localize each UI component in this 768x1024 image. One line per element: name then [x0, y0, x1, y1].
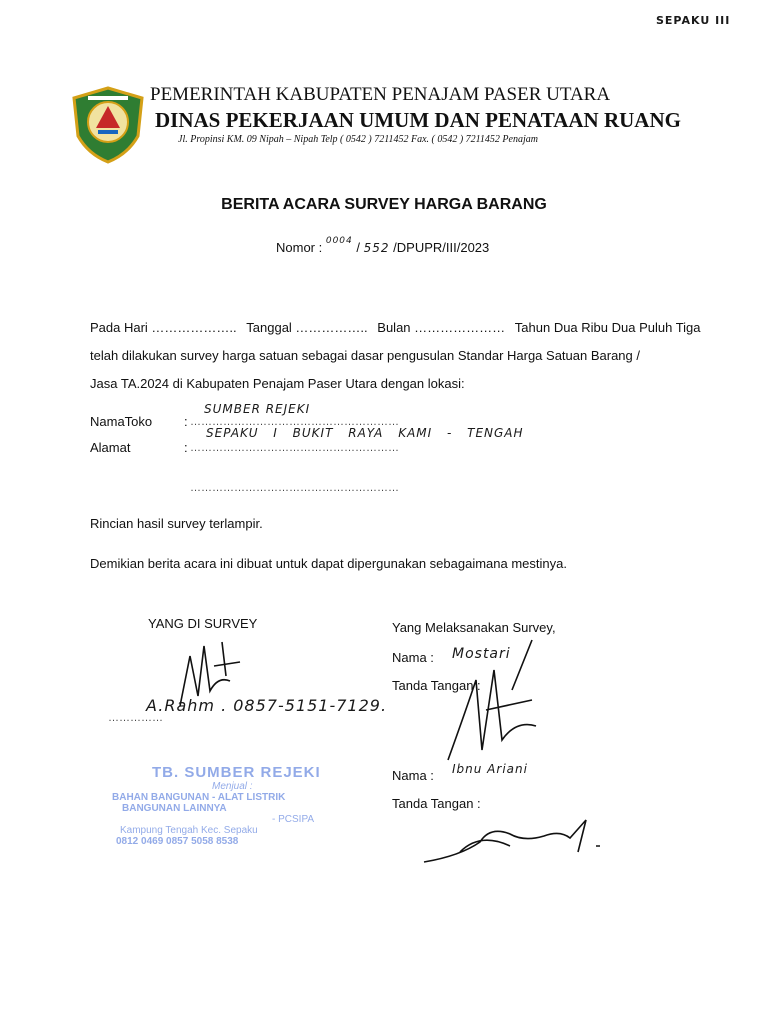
nama-toko-label: NamaToko: [90, 414, 153, 429]
surveyed-dots: ……………: [108, 712, 163, 724]
body-line-2: telah dilakukan survey harga satuan sebagai dasar pengusulan Standar Harga Satuan Barang /: [90, 348, 640, 363]
tahun: Tahun Dua Ribu Dua Puluh Tiga: [514, 320, 701, 335]
stamp-line-2: BANGUNAN LAINNYA: [122, 803, 227, 814]
stamp-phone: 0812 0469 0857 5058 8538: [116, 836, 239, 847]
nomor-prefix: Nomor :: [276, 240, 323, 255]
nomor-handwritten-number: 0004: [325, 236, 353, 246]
document-number: [276, 236, 490, 255]
surveyor-signature-2: [420, 812, 620, 872]
corner-note: SEPAKU III: [656, 14, 731, 27]
alamat-label: Alamat: [90, 440, 131, 455]
regency-logo: [68, 84, 148, 164]
stamp-line-1: BAHAN BANGUNAN - ALAT LISTRIK: [112, 792, 286, 803]
alamat-dots-2: …………………………………………………: [190, 482, 399, 494]
bulan: Bulan …………………: [377, 320, 506, 335]
nama-2-value: Ibnu Ariani: [452, 762, 528, 776]
stamp-address: Kampung Tengah Kec. Sepaku: [120, 825, 258, 836]
pada-hari: Pada Hari ………………..: [90, 320, 237, 335]
nomor-separator: /: [356, 240, 361, 255]
demikian-text: Demikian berita acara ini dibuat untuk dapat dipergunakan sebagaimana mestinya.: [90, 556, 567, 571]
header-line-1: PEMERINTAH KABUPATEN PENAJAM PASER UTARA: [150, 84, 611, 105]
alamat-dots: …………………………………………………: [190, 442, 399, 454]
body-line-1: [90, 320, 701, 335]
header-line-2: DINAS PEKERJAAN UMUM DAN PENATAAN RUANG: [155, 108, 681, 132]
surveyed-handwritten: A.Rahm . 0857-5151-7129.: [146, 696, 388, 715]
store-stamp: [112, 764, 342, 874]
nomor-handwritten-code: 552: [363, 241, 390, 255]
body-line-3: Jasa TA.2024 di Kabupaten Penajam Paser Utara dengan lokasi:: [90, 376, 465, 391]
stamp-menjual: Menjual :: [212, 781, 253, 792]
document-title: BERITA ACARA SURVEY HARGA BARANG: [221, 196, 547, 213]
tanggal: Tanggal ……………..: [246, 320, 368, 335]
nama-1-value: Mostari: [452, 646, 511, 662]
nama-2-label: Nama :: [392, 768, 434, 783]
header-address: Jl. Propinsi KM. 09 Nipah – Nipah Telp ( 0542 ) 7211452 Fax. ( 0542 ) 7211452 Penajam: [178, 134, 538, 145]
yang-di-survey-heading: YANG DI SURVEY: [148, 616, 258, 631]
nama-toko-colon: :: [184, 414, 188, 429]
pelaksana-heading: Yang Melaksanakan Survey,: [392, 620, 556, 635]
stamp-name: TB. SUMBER REJEKI: [152, 764, 321, 781]
regency-emblem-icon: [68, 84, 148, 164]
nomor-suffix: /DPUPR/III/2023: [393, 240, 490, 255]
nama-toko-value: SUMBER REJEKI: [204, 402, 311, 416]
alamat-value: SEPAKU I BUKIT RAYA KAMI - TENGAH: [206, 426, 524, 440]
nama-toko-dots: …………………………………………………: [190, 416, 399, 428]
alamat-colon: :: [184, 440, 188, 455]
surveyor-signature-1: [436, 630, 546, 770]
nama-1-label: Nama :: [392, 650, 434, 665]
stamp-line-3: - PCSIPA: [272, 814, 315, 825]
rincian-text: Rincian hasil survey terlampir.: [90, 516, 263, 531]
tanda-tangan-1-label: Tanda Tangan :: [392, 678, 481, 693]
tanda-tangan-2-label: Tanda Tangan :: [392, 796, 481, 811]
